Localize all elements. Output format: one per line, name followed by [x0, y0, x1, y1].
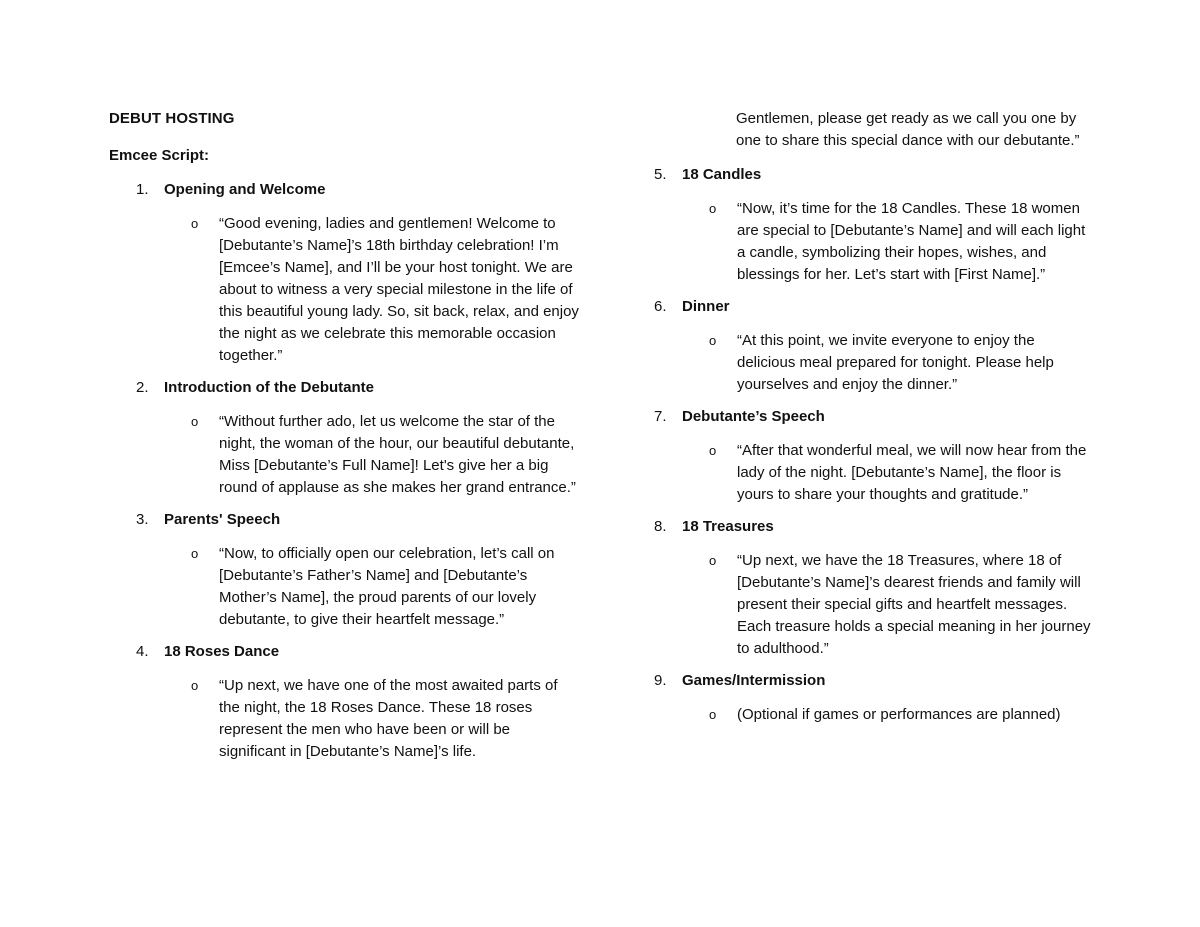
section-opening [109, 179, 579, 367]
script-text: “At this point, we invite everyone to enjoy the delicious meal prepared for tonight. Please help yourselves and enjoy the dinner.” [737, 332, 1054, 393]
script-text: “Good evening, ladies and gentlemen! Welcome to [Debutante’s Name]’s 18th birthday celebration! I’m [Emcee’s Name], and I’ll be your host tonight. We are about to witness a very special milestone in the life of this beautiful young lady. So, sit back, relax, and enjoy the night as we celebrate this memorable occasion together.” [219, 215, 579, 364]
section-dinner [654, 296, 1094, 396]
list-item [654, 198, 1094, 286]
list-item [109, 675, 579, 763]
script-text: (Optional if games or performances are planned) [737, 706, 1061, 723]
circle-bullet-icon: o [709, 443, 717, 458]
list-item [109, 213, 579, 367]
section-heading: 18 Candles [682, 166, 762, 183]
document-subtitle: Emcee Script: [109, 147, 210, 164]
circle-bullet-icon: o [709, 333, 717, 348]
section-games-intermission [654, 670, 1094, 726]
list-item [109, 411, 579, 499]
section-introduction [109, 377, 579, 499]
section-number: 4. [136, 643, 149, 660]
circle-bullet-icon: o [709, 707, 717, 722]
circle-bullet-icon: o [709, 553, 717, 568]
section-number: 3. [136, 511, 149, 528]
script-text: “After that wonderful meal, we will now hear from the lady of the night. [Debutante’s Name], the floor is yours to share your thoughts and gratitude.” [737, 442, 1087, 503]
circle-bullet-icon: o [709, 201, 717, 216]
section-heading: Debutante’s Speech [682, 408, 825, 425]
script-text: “Up next, we have the 18 Treasures, where 18 of [Debutante’s Name]’s dearest friends and family will present their special gifts and heartfelt messages. Each treasure holds a special meaning in her journey to adulthood.” [737, 552, 1091, 657]
circle-bullet-icon: o [191, 546, 199, 561]
section-heading: Games/Intermission [682, 672, 826, 689]
list-item [654, 550, 1094, 660]
circle-bullet-icon: o [191, 414, 199, 429]
section-number: 9. [654, 672, 667, 689]
section-18-candles [654, 164, 1094, 286]
section-debutante-speech [654, 406, 1094, 506]
section-parents-speech [109, 509, 579, 631]
list-item [654, 440, 1094, 506]
script-text: “Now, it’s time for the 18 Candles. These 18 women are special to [Debutante’s Name] and will each light a candle, symbolizing their hopes, wishes, and blessings for her. Let’s start with [First Name].” [737, 200, 1086, 283]
right-column [654, 108, 1094, 736]
section-heading: 18 Treasures [682, 518, 774, 535]
section-18-treasures [654, 516, 1094, 660]
section-18-roses [109, 641, 579, 763]
script-text: “Up next, we have one of the most awaited parts of the night, the 18 Roses Dance. These 18 roses represent the men who have been or will be significant in [Debutante’s Name]’s life. [219, 677, 558, 760]
script-text: “Without further ado, let us welcome the star of the night, the woman of the hour, our beautiful debutante, Miss [Debutante’s Full Name]! Let's give her a big round of applause as she makes her grand entrance.” [219, 413, 576, 496]
section-number: 2. [136, 379, 149, 396]
section-number: 6. [654, 298, 667, 315]
section-number: 5. [654, 166, 667, 183]
left-column [109, 108, 579, 773]
list-item [109, 543, 579, 631]
circle-bullet-icon: o [191, 216, 199, 231]
circle-bullet-icon: o [191, 678, 199, 693]
section-heading: 18 Roses Dance [164, 643, 280, 660]
list-item [654, 704, 1094, 726]
list-item [654, 330, 1094, 396]
section-heading: Opening and Welcome [164, 181, 326, 198]
section-heading: Dinner [682, 298, 730, 315]
script-text: “Now, to officially open our celebration, let’s call on [Debutante’s Father’s Name] and [Debutante’s Mother’s Name], the proud parents of our lovely debutante, to give their heartfelt message.” [219, 545, 555, 628]
section-number: 8. [654, 518, 667, 535]
section-heading: Parents' Speech [164, 511, 281, 528]
section-number: 1. [136, 181, 149, 198]
section-heading: Introduction of the Debutante [164, 379, 374, 396]
script-continuation: Gentlemen, please get ready as we call you one by one to share this special dance with our debutante.” [736, 110, 1080, 149]
section-number: 7. [654, 408, 667, 425]
document-title: DEBUT HOSTING [109, 110, 235, 127]
